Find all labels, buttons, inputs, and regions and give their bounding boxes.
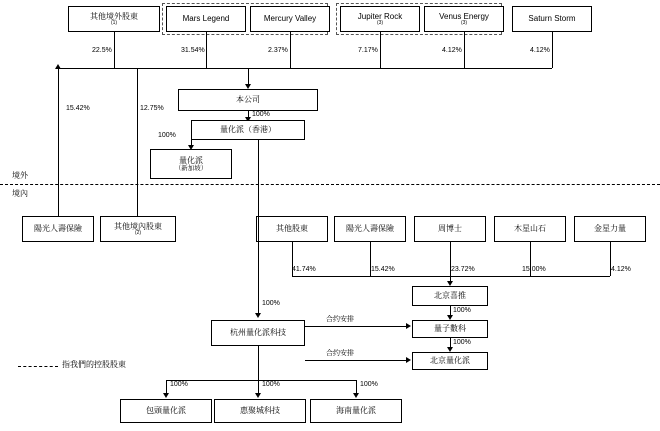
top-shareholder-pct-4: 4.12% [442, 47, 462, 54]
onshore-shareholder-label-0: 其他股東 [276, 224, 308, 234]
legend-dash-line [18, 366, 58, 367]
onshore-shareholder-pct-1: 15.42% [371, 266, 395, 273]
connector-top-3 [380, 32, 381, 68]
top-shareholder-pct-5: 4.12% [530, 47, 550, 54]
onshore-shareholder-pct-4: 4.12% [611, 266, 631, 273]
offshore-side-box-0[interactable] [22, 216, 94, 242]
top-shareholder-pct-2: 2.37% [268, 47, 288, 54]
arrow-sub-0 [163, 393, 169, 398]
offshore-side-box-1[interactable] [100, 216, 176, 242]
onshore-shareholder-box-1[interactable] [334, 216, 406, 242]
region-label-offshore: 境外 [12, 171, 28, 180]
top-shareholder-sup-3: (3) [376, 19, 384, 26]
top-shareholder-box-0[interactable] [68, 6, 160, 32]
subsidiary-pct-1: 100% [262, 381, 280, 388]
liangzi-shuke-label: 量子數科 [434, 324, 466, 334]
offshore-side-pct-1: 12.75% [140, 105, 164, 112]
offshore-side-pct-0: 15.42% [66, 105, 90, 112]
subsidiary-pct-2: 100% [360, 381, 378, 388]
onshore-shareholder-pct-0: 41.74% [292, 266, 316, 273]
company-to-hk-pct: 100% [252, 111, 270, 118]
subsidiary-pct-0: 100% [170, 381, 188, 388]
contract-label-lower: 合约安排 [326, 350, 354, 357]
onshore-shareholder-pct-2: 23.72% [451, 266, 475, 273]
top-shareholder-sup-4: (3) [460, 19, 468, 26]
onshore-shareholder-box-3[interactable] [494, 216, 566, 242]
legend-text: 指我們的控股股東 [62, 360, 126, 369]
connector-top-0 [114, 32, 115, 68]
onshore-shareholder-pct-3: 15.00% [522, 266, 546, 273]
onshore-shareholder-box-4[interactable] [574, 216, 646, 242]
subsidiaries-bus-line [166, 380, 356, 381]
subsidiary-box-1[interactable] [214, 399, 306, 423]
top-shareholder-sup-0: (1) [110, 19, 118, 26]
top-shareholder-label-4: Venus Energy [439, 11, 489, 21]
subsidiary-label-2: 海南量化派 [336, 406, 376, 416]
contract-line-upper [305, 326, 407, 327]
top-shareholder-label-1: Mars Legend [182, 14, 230, 24]
connector-offshore-0 [58, 68, 59, 228]
offshore-side-label-0: 陽光人壽保險 [34, 224, 82, 234]
company-box[interactable] [178, 89, 318, 111]
sg-entity-sublabel: （新加坡） [174, 165, 208, 173]
sg-entity-label: 量化派 [179, 155, 203, 165]
onshore-offshore-divider [0, 184, 660, 185]
arrow-contract-lower [406, 357, 411, 363]
connector-top-4 [464, 32, 465, 68]
subsidiary-label-0: 包頭量化派 [146, 406, 186, 416]
offshore-side-label-1: 其他境內股東 [114, 221, 162, 231]
arrow-hk-to-wfoe [255, 313, 261, 318]
arrow-sub-1 [255, 393, 261, 398]
top-shareholder-box-5[interactable] [512, 6, 592, 32]
connector-top-5 [552, 32, 553, 68]
offshore-side-sup-1: (2) [134, 229, 142, 236]
connector-top-2 [290, 32, 291, 68]
beijing-lianghuapai-label: 北京量化派 [430, 356, 470, 366]
subsidiary-box-2[interactable] [310, 399, 402, 423]
beijing-xitui-label: 北京喜推 [434, 291, 466, 301]
contract-line-lower [305, 360, 407, 361]
subsidiary-label-1: 惠聚城科技 [240, 406, 280, 416]
sg-entity-box[interactable] [150, 149, 232, 179]
top-shareholder-pct-3: 7.17% [358, 47, 378, 54]
wfoe-label: 杭州量化派科技 [230, 328, 286, 338]
top-shareholder-label-2: Mercury Valley [263, 14, 317, 24]
onshore-shareholder-label-4: 金星力量 [594, 224, 626, 234]
top-shareholder-box-1[interactable] [166, 6, 246, 32]
top-shareholder-box-2[interactable] [250, 6, 330, 32]
liangzi-shuke-box[interactable] [412, 320, 488, 338]
top-bus-line [114, 68, 552, 69]
hk-entity-label: 量化派（香港） [220, 125, 276, 135]
onshore-shareholder-box-0[interactable] [256, 216, 328, 242]
connector-wfoe-down [258, 346, 259, 380]
liangzi-shuke-pct: 100% [453, 339, 471, 346]
onshore-shareholder-label-2: 周博士 [438, 224, 462, 234]
arrow-contract-upper [406, 323, 411, 329]
connector-offshore-0-h [58, 68, 114, 69]
top-shareholder-box-3[interactable] [340, 6, 420, 32]
onshore-shareholder-box-2[interactable] [414, 216, 486, 242]
onshore-bus-line [292, 276, 610, 277]
region-label-onshore: 境內 [12, 189, 28, 198]
top-shareholder-box-4[interactable] [424, 6, 504, 32]
top-shareholder-pct-1: 31.54% [181, 47, 205, 54]
arrow-sub-2 [353, 393, 359, 398]
contract-label-upper: 合约安排 [326, 316, 354, 323]
wfoe-pct: 100% [262, 300, 280, 307]
top-shareholder-label-5: Saturn Storm [528, 14, 576, 24]
connector-offshore-1 [137, 68, 138, 228]
company-label: 本公司 [236, 95, 260, 105]
onshore-shareholder-label-3: 木星山石 [514, 224, 546, 234]
subsidiary-box-0[interactable] [120, 399, 212, 423]
connector-hk-to-wfoe [258, 140, 259, 316]
top-shareholder-label-3: Jupiter Rock [357, 11, 403, 21]
onshore-shareholder-label-1: 陽光人壽保險 [346, 224, 394, 234]
connector-top-1 [206, 32, 207, 68]
top-shareholder-label-0: 其他境外股東 [90, 11, 138, 21]
top-shareholder-pct-0: 22.5% [92, 47, 112, 54]
beijing-xitui-pct: 100% [453, 307, 471, 314]
wfoe-box[interactable] [211, 320, 305, 346]
beijing-lianghuapai-box[interactable] [412, 352, 488, 370]
beijing-xitui-box[interactable] [412, 286, 488, 306]
hk-entity-box[interactable] [191, 120, 305, 140]
sg-entity-pct: 100% [158, 132, 176, 139]
